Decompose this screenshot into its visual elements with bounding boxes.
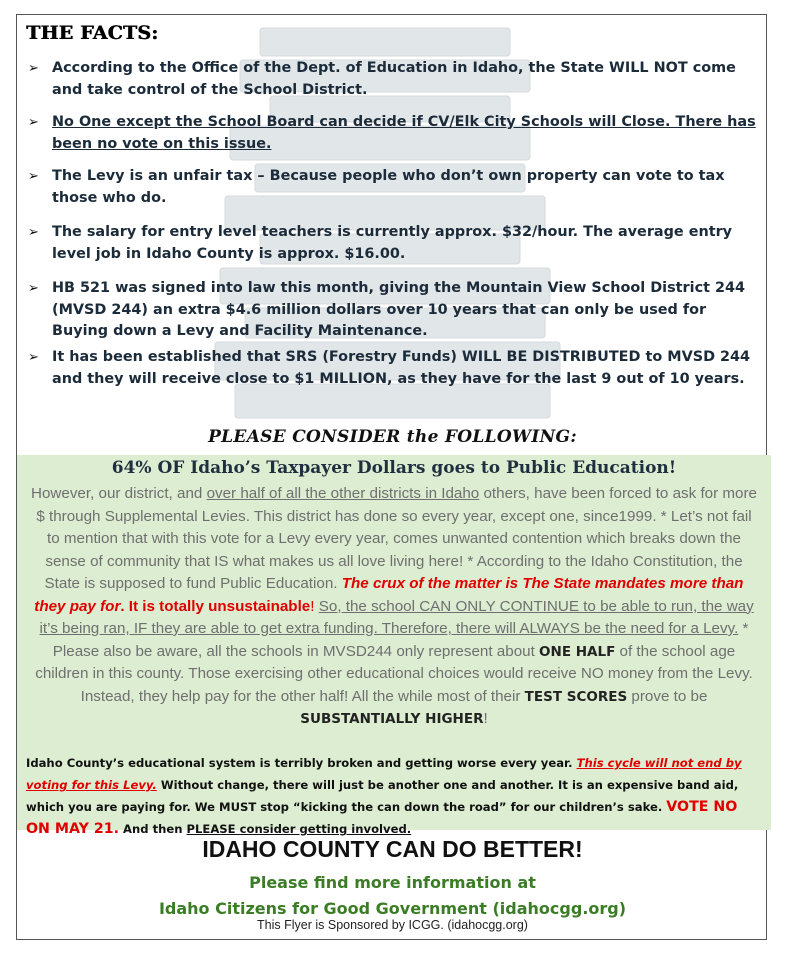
fact-item	[26, 222, 766, 265]
closing-text: Without change, there will just be another one and another. It is an expensive band aid, which you are paying for. We MUST stop “kicking the can down the road” for our children’s sake.	[26, 778, 739, 814]
fact-item	[26, 112, 766, 155]
fact-item	[26, 58, 766, 101]
fact-text: It has been established that SRS (Forestry Funds) WILL BE DISTRIBUTED to MVSD 244 and they will receive close to $1 MILLION, as they have for the last 9 out of 10 years.	[52, 349, 751, 387]
closing-text: And then	[118, 822, 187, 836]
arrow-bullet-icon: ➢	[28, 169, 39, 184]
closing-paragraph	[26, 752, 764, 840]
exclamation: !	[310, 597, 315, 615]
cycle-statement: This cycle will not end by voting for this Levy.	[26, 756, 742, 792]
arrow-bullet-icon: ➢	[28, 115, 39, 130]
get-involved-callout: PLEASE consider getting involved.	[186, 822, 412, 836]
fact-text: No One except the School Board can decide if CV/Elk City Schools will Close. There has been no vote on this issue.	[52, 114, 756, 152]
fact-text: The Levy is an unfair tax – Because people who don’t own property can vote to tax those who do.	[52, 168, 725, 206]
sponsor-note: This Flyer is Sponsored by ICGG. (idahocgg.org)	[257, 918, 528, 932]
body-text: others, have been forced to ask for more $ through Supplemental Levies. This district has done so every year, except one, since1999. * Let’s not fail to mention that with this vote for a Levy every year, comes unwanted contention which breaks down the sense of community that IS what makes us all love living here! * According to the Idaho Constitution, the State is supposed to fund Public Education.	[36, 485, 757, 592]
substantially-higher-emphasis: SUBSTANTIALLY HIGHER	[300, 711, 484, 727]
green-box-heading: 64% OF Idaho’s Taxpayer Dollars goes to Public Education!	[111, 458, 677, 478]
body-underlined-text: over half of all the other districts in Idaho	[206, 485, 480, 502]
arrow-bullet-icon: ➢	[28, 225, 39, 240]
facts-title: THE FACTS:	[26, 22, 159, 44]
arrow-bullet-icon: ➢	[28, 281, 39, 296]
vote-no-callout: VOTE NO ON MAY 21.	[26, 799, 738, 837]
crux-statement: The crux of the matter is The State mandates more than they pay for	[34, 575, 744, 615]
fact-item	[26, 166, 766, 209]
unsustainable-statement: . It is totally unsustainable	[120, 597, 311, 615]
green-box-body	[28, 483, 760, 731]
body-text: !	[483, 710, 488, 727]
fact-item	[26, 347, 766, 411]
test-scores-emphasis: TEST SCORES	[524, 688, 628, 705]
body-text: * Please also be aware, all the schools in MVSD244 only represent about	[52, 620, 749, 660]
facts-list	[26, 58, 766, 411]
fact-text: HB 521 was signed into law this month, giving the Mountain View School District 244 (MVSD 244) an extra $4.6 million dollars over 10 years that can only be used for Buying down a Levy and Facility Maintenance.	[52, 280, 746, 339]
arrow-bullet-icon: ➢	[28, 350, 39, 365]
body-underlined-text: So, the school CAN ONLY CONTINUE to be able to run, the way it’s being ran, IF they are able to get extra funding. Therefore, there will ALWAYS be the need for a Levy.	[39, 597, 754, 637]
fact-item	[26, 278, 766, 342]
slogan-headline: IDAHO COUNTY CAN DO BETTER!	[202, 836, 583, 862]
more-info-line: Please find more information at	[249, 873, 536, 892]
body-text: prove to be	[627, 687, 708, 705]
body-text: of the school age children in this county. Those exercising other educational choices would receive NO money from the Levy. Instead, they help pay for the other half! All the while most of their	[35, 642, 753, 705]
fact-text: The salary for entry level teachers is currently approx. $32/hour. The average entry level job in Idaho County is approx. $16.00.	[52, 224, 733, 262]
fact-text: According to the Office of the Dept. of Education in Idaho, the State WILL NOT come and take control of the School District.	[52, 60, 736, 98]
consider-heading: PLEASE CONSIDER the FOLLOWING:	[208, 427, 577, 447]
closing-text: Idaho County’s educational system is terribly broken and getting worse every year.	[26, 756, 577, 770]
organization-line: Idaho Citizens for Good Government (idahocgg.org)	[158, 899, 627, 918]
arrow-bullet-icon: ➢	[28, 61, 39, 76]
body-text: However, our district, and	[30, 485, 207, 502]
one-half-emphasis: ONE HALF	[539, 643, 616, 660]
